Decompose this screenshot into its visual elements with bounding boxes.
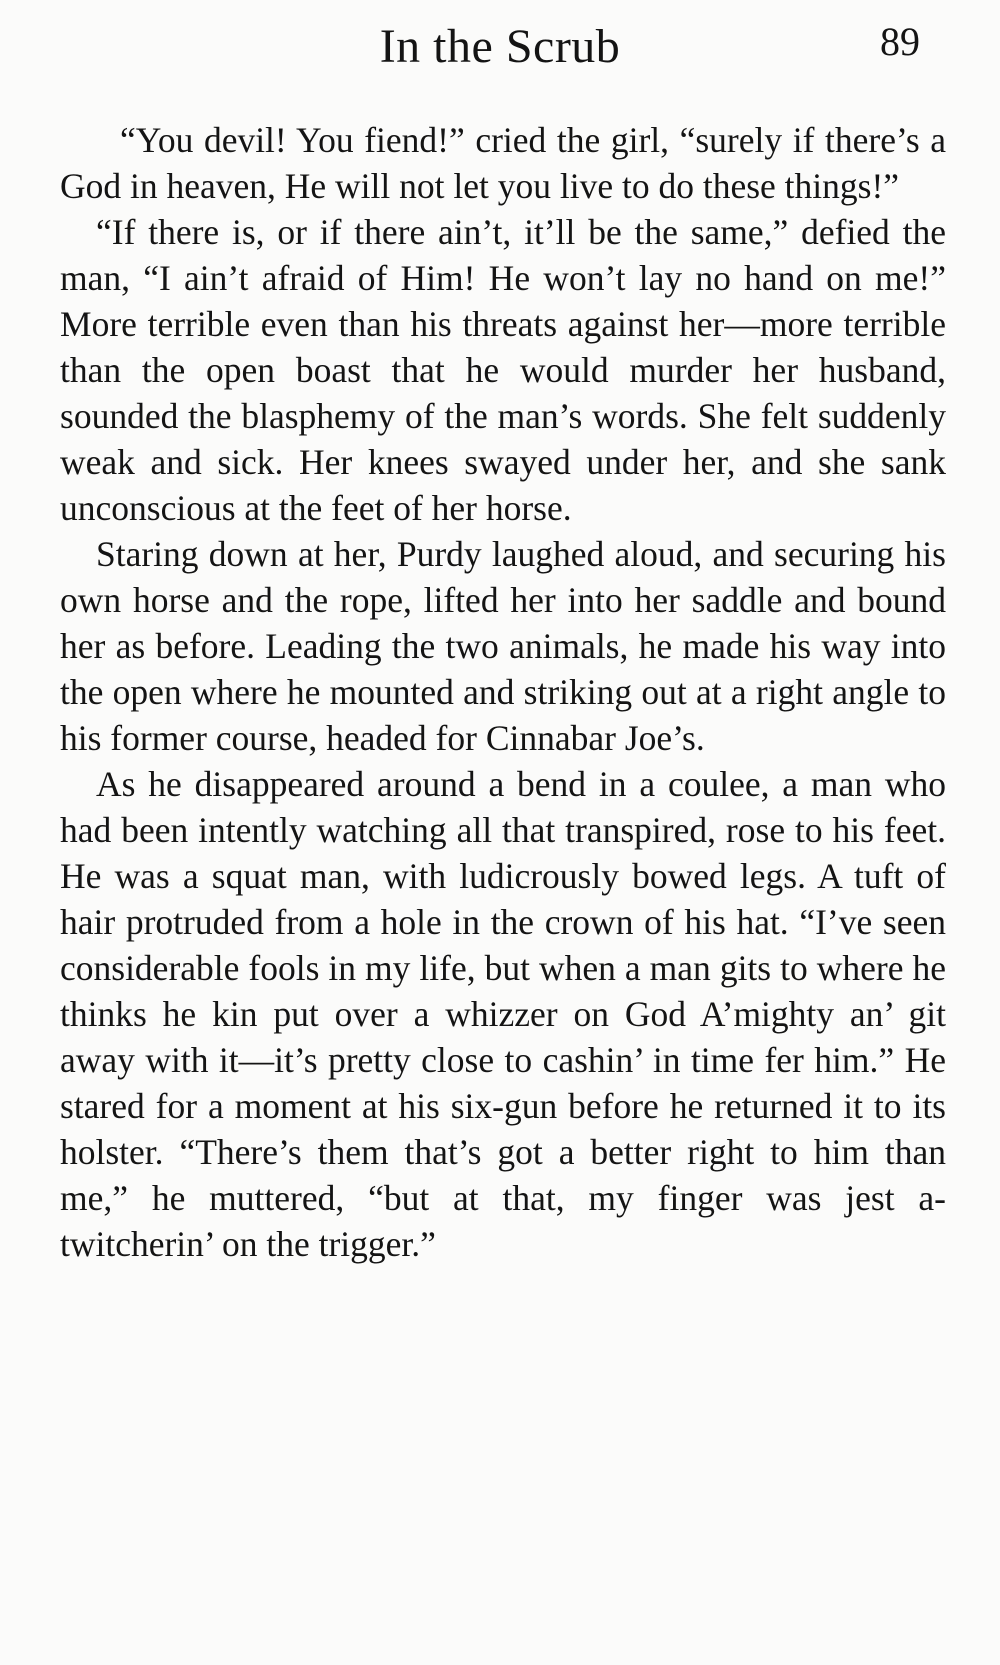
paragraph: “If there is, or if there ain’t, it’ll be the same,” defied the man, “I ain’t afraid of Him! He won’t lay no hand on me!” More terrible even than his threats against her—more terrible than the open boast that he would murder her husband, sounded the blasphemy of the man’s words. She felt suddenly weak and sick. Her knees swayed under her, and she sank unconscious at the feet of her horse. bbox=[60, 212, 946, 528]
running-title: In the Scrub bbox=[379, 20, 621, 73]
paragraph: “You devil! You fiend!” cried the girl, “surely if there’s a God in heaven, He will not let you live to do these things!” bbox=[60, 120, 946, 206]
page-number: 89 bbox=[880, 19, 920, 64]
running-head bbox=[0, 12, 1000, 82]
body-text bbox=[60, 117, 946, 1267]
paragraph: As he disappeared around a bend in a coulee, a man who had been intently watching all that transpired, rose to his feet. He was a squat man, with ludicrously bowed legs. A tuft of hair protruded from a hole in the crown of his hat. “I’ve seen considerable fools in my life, but when a man gits to where he thinks he kin put over a whizzer on God A’mighty an’ git away with it—it’s pretty close to cashin’ in time fer him.” He stared for a moment at his six-gun before he returned it to its holster. “There’s them that’s got a better right to him than me,” he muttered, “but at that, my finger was jest a-twitcherin’ on the trigger.” bbox=[60, 764, 946, 1264]
paragraph: Staring down at her, Purdy laughed aloud, and securing his own horse and the rope, lifted her into her saddle and bound her as before. Leading the two animals, he made his way into the open where he mounted and striking out at a right angle to his former course, headed for Cinnabar Joe’s. bbox=[60, 534, 946, 758]
